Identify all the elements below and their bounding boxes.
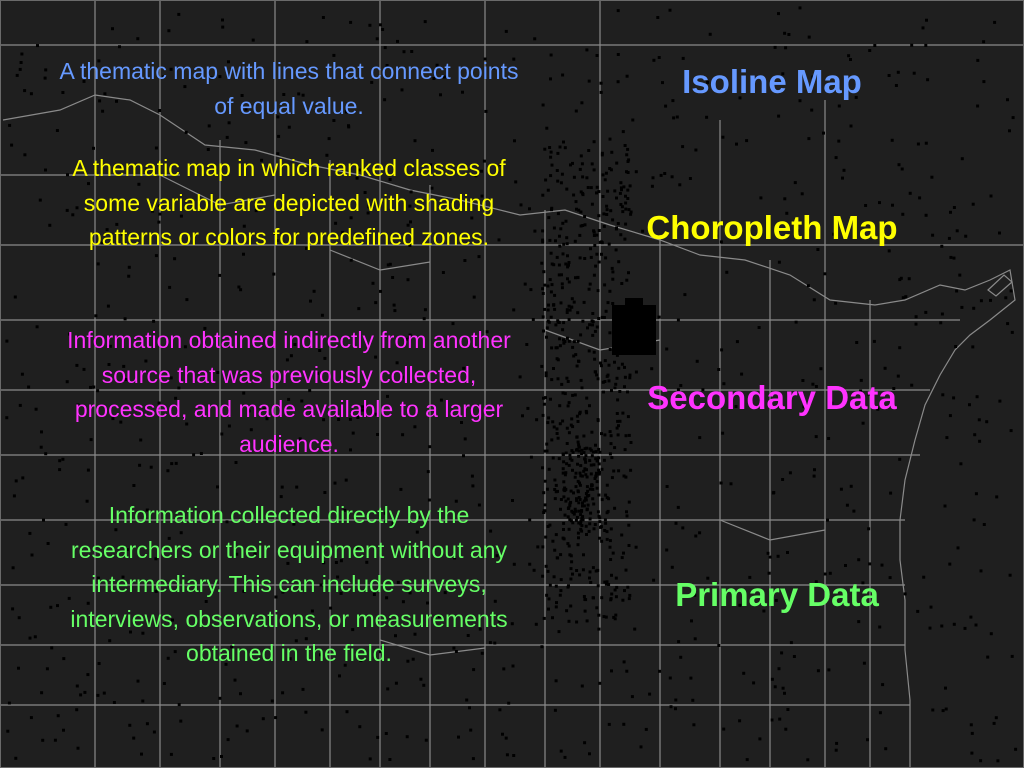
definition-secondary-data: Information obtained indirectly from another source that was previously collected, processed, and made available to a larger audience. [67, 327, 511, 457]
definition-primary-data: Information collected directly by the researchers or their equipment without any intermediary. This can include surveys, interviews, observations, or measurements obtained in the field. [70, 502, 508, 666]
term-secondary-data: Secondary Data [647, 379, 897, 416]
island-outline [988, 275, 1012, 296]
definition-isoline: A thematic map with lines that connect points of equal value. [59, 58, 519, 119]
term-choropleth-map: Choropleth Map [646, 209, 898, 246]
term-isoline-map: Isoline Map [682, 63, 862, 100]
definition-choropleth: A thematic map in which ranked classes of some variable are depicted with shading patterns or colors for predefined zones. [72, 155, 506, 250]
term-primary-data: Primary Data [675, 576, 879, 613]
